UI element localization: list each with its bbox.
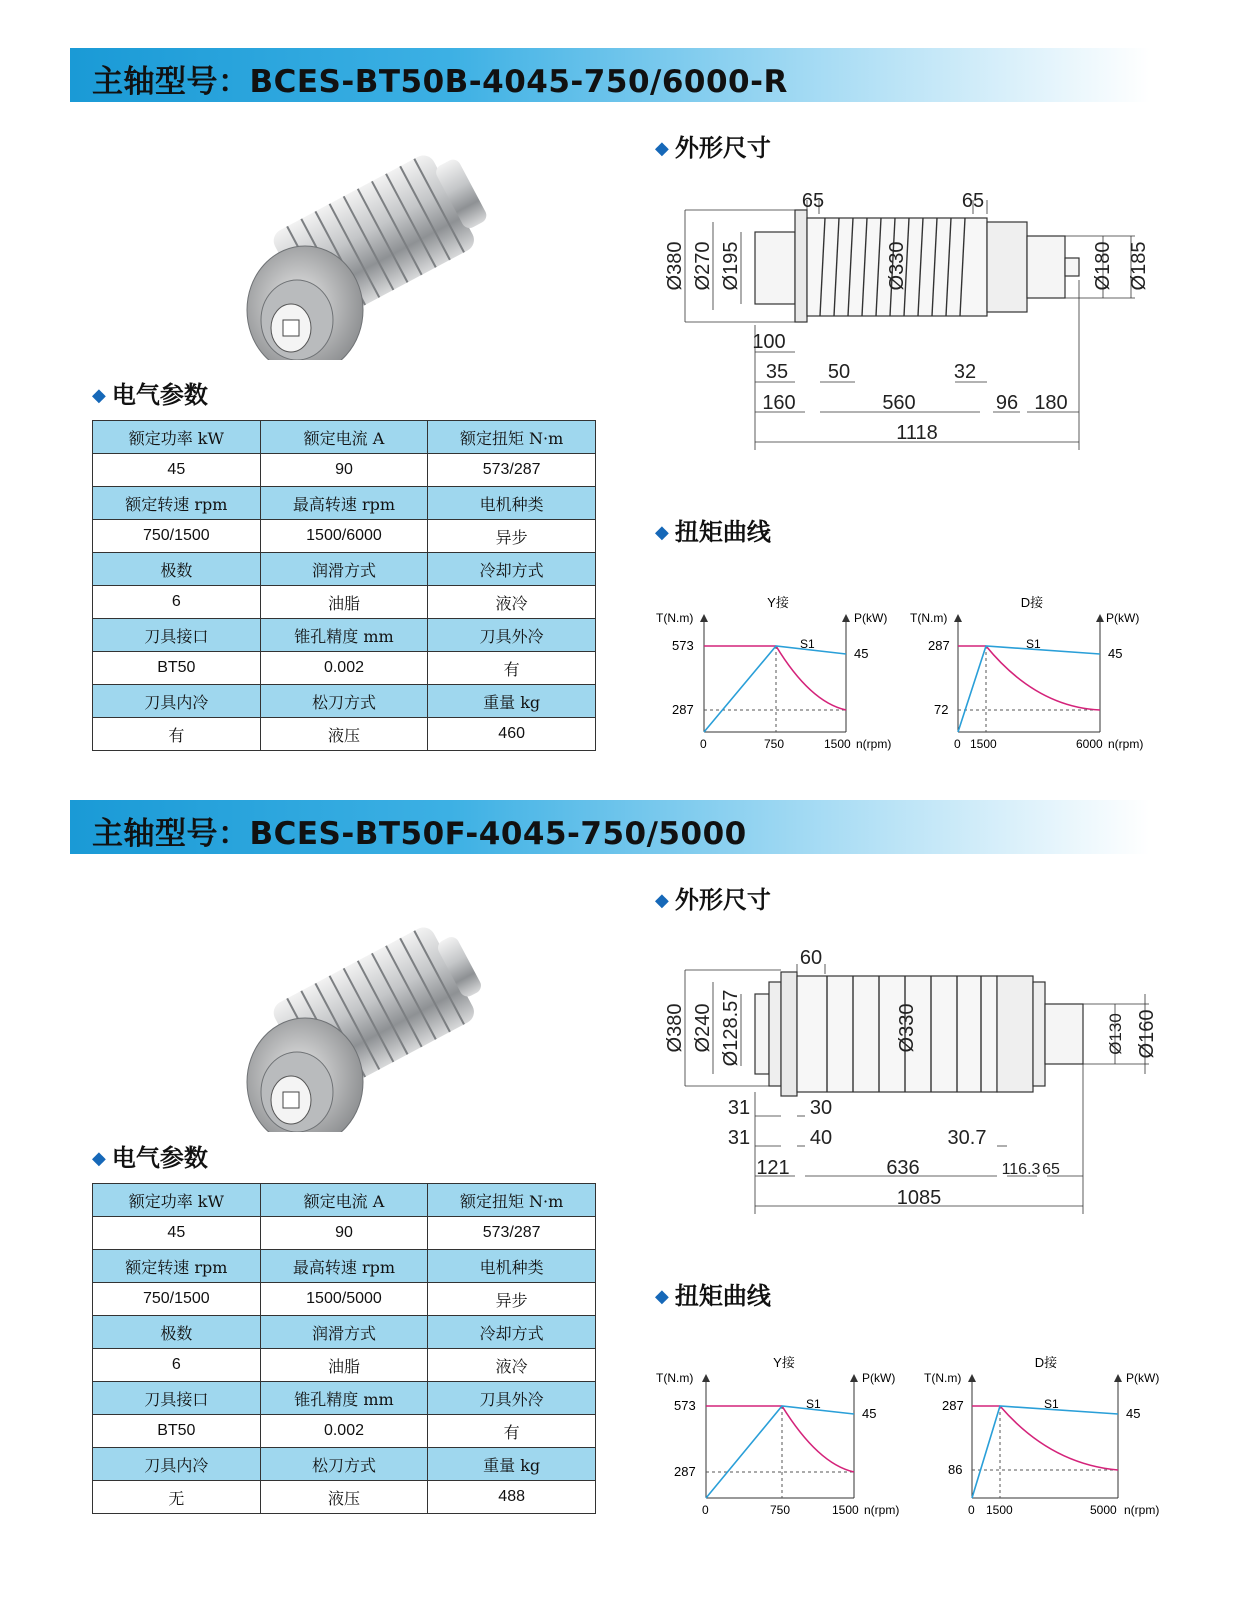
table-row: 6 油脂 液冷	[93, 1349, 596, 1382]
table-row: BT50 0.002 有	[93, 652, 596, 685]
p-axis-label: P(kW)	[854, 611, 888, 625]
x-tick: 1500	[832, 1503, 859, 1517]
axis-arrow	[968, 1374, 976, 1382]
electrical-heading: ◆ 电气参数	[92, 1143, 208, 1172]
table-row: BT50 0.002 有	[93, 1415, 596, 1448]
table-row: 45 90 573/287	[93, 1217, 596, 1250]
table-row: 极数 润滑方式 冷却方式	[93, 553, 596, 586]
x-unit: n(rpm)	[1108, 737, 1144, 751]
spindle-section-2	[0, 752, 1249, 1522]
model-title: 主轴型号：BCES-BT50B-4045-750/6000-R	[92, 64, 788, 100]
dim-dia: Ø380	[664, 241, 686, 291]
dimension-heading: ◆ 外形尺寸	[655, 885, 771, 914]
t-min-label: 86	[948, 1462, 963, 1477]
dim-dia: Ø270	[692, 241, 714, 291]
t-max-label: 287	[942, 1398, 964, 1413]
torque-line	[776, 646, 846, 710]
axis-arrow	[850, 1374, 858, 1382]
power-line	[704, 646, 846, 732]
dimension-drawing	[655, 942, 1185, 1232]
dim-dia: Ø185	[1128, 241, 1150, 291]
model-banner	[70, 800, 1150, 854]
x-tick: 5000	[1090, 1503, 1117, 1517]
t-axis-label: T(N.m)	[656, 611, 694, 625]
t-max-label: 573	[672, 638, 694, 653]
dim-total: 1118	[896, 422, 938, 444]
t-max-label: 287	[928, 638, 950, 653]
chart-title: Y接	[767, 595, 789, 610]
diamond-icon: ◆	[655, 522, 669, 543]
dim-dia: Ø130	[1106, 1013, 1125, 1055]
model-banner	[70, 48, 1150, 102]
axis-arrow	[1096, 614, 1104, 622]
torque-line	[1000, 1406, 1118, 1470]
dim-dia: Ø160	[1136, 1009, 1158, 1059]
table-row: 750/1500 1500/5000 异步	[93, 1283, 596, 1316]
table-row: 极数 润滑方式 冷却方式	[93, 1316, 596, 1349]
dim-len: 35	[765, 361, 789, 383]
x-unit: n(rpm)	[1124, 1503, 1160, 1517]
spindle-photo	[225, 130, 505, 360]
dim-len: 32	[953, 361, 977, 383]
table-row: 刀具接口 锥孔精度 mm 刀具外冷	[93, 1382, 596, 1415]
torque-heading: ◆ 扭矩曲线	[655, 1281, 771, 1310]
t-axis-label: T(N.m)	[924, 1371, 962, 1385]
torque-line	[782, 1406, 854, 1472]
chart-title: D接	[1020, 595, 1044, 610]
dim-len: 121	[756, 1157, 790, 1179]
p-axis-label: P(kW)	[1106, 611, 1140, 625]
chart-title: Y接	[773, 1355, 795, 1370]
axis-arrow	[700, 614, 708, 622]
chart-title: D接	[1034, 1355, 1058, 1370]
p-axis-label: P(kW)	[862, 1371, 896, 1385]
spindle-photo	[225, 902, 505, 1132]
electrical-params-table	[92, 1183, 596, 1514]
dim-dia: Ø380	[664, 1003, 686, 1053]
power-label: 45	[862, 1406, 877, 1421]
t-axis-label: T(N.m)	[656, 1371, 694, 1385]
power-label: 45	[1126, 1406, 1141, 1421]
torque-curve-charts	[650, 1352, 1190, 1522]
dim-dia: Ø240	[692, 1003, 714, 1053]
x-unit: n(rpm)	[864, 1503, 900, 1517]
diamond-icon: ◆	[655, 138, 669, 159]
table-row: 刀具接口 锥孔精度 mm 刀具外冷	[93, 619, 596, 652]
table-row: 6 油脂 液冷	[93, 586, 596, 619]
dim-len: 160	[762, 392, 796, 414]
dim-len: 31	[727, 1097, 751, 1119]
p-axis-label: P(kW)	[1126, 1371, 1160, 1385]
table-row: 有 液压 460	[93, 718, 596, 751]
t-min-label: 287	[674, 1464, 696, 1479]
dim-len: 40	[809, 1127, 833, 1149]
diamond-icon: ◆	[655, 1286, 669, 1307]
dim-dia: Ø128.57	[720, 989, 742, 1067]
table-row: 无 液压 488	[93, 1481, 596, 1514]
x-tick: 1500	[970, 737, 997, 751]
x-tick: 0	[702, 1503, 709, 1517]
power-line	[972, 1406, 1118, 1498]
dim-len: 180	[1034, 392, 1068, 414]
s1-label: S1	[806, 1397, 821, 1411]
s1-label: S1	[800, 637, 815, 651]
table-row: 750/1500 1500/6000 异步	[93, 520, 596, 553]
table-row: 额定转速 rpm 最高转速 rpm 电机种类	[93, 487, 596, 520]
dim-dia: Ø330	[896, 1003, 918, 1053]
model-title: 主轴型号：BCES-BT50F-4045-750/5000	[92, 816, 747, 852]
x-tick: 0	[968, 1503, 975, 1517]
axis-arrow	[954, 614, 962, 622]
torque-curve-charts	[650, 592, 1180, 762]
torque-chart-y	[656, 1355, 899, 1517]
dim-len: 30	[809, 1097, 833, 1119]
axis-arrow	[702, 1374, 710, 1382]
t-min-label: 72	[934, 702, 949, 717]
x-tick: 1500	[824, 737, 851, 751]
x-tick: 1500	[986, 1503, 1013, 1517]
power-line	[706, 1406, 854, 1498]
x-tick: 0	[700, 737, 707, 751]
diamond-icon: ◆	[655, 890, 669, 911]
x-tick: 0	[954, 737, 961, 751]
dim-dia: Ø195	[720, 241, 742, 291]
x-tick: 750	[764, 737, 785, 751]
torque-chart-d	[924, 1355, 1159, 1517]
dim-len: 116.3	[1001, 1161, 1041, 1178]
x-tick: 750	[770, 1503, 791, 1517]
electrical-params-table	[92, 420, 596, 751]
t-max-label: 573	[674, 1398, 696, 1413]
dimension-drawing	[655, 180, 1175, 470]
dim-dia: Ø180	[1092, 241, 1114, 291]
dim-top-1: 65	[801, 190, 825, 212]
diamond-icon: ◆	[92, 1148, 106, 1169]
dim-len: 100	[752, 331, 786, 353]
dim-len: 560	[882, 392, 916, 414]
table-row: 额定功率 kW 额定电流 A 额定扭矩 N·m	[93, 421, 596, 454]
table-row: 刀具内冷 松刀方式 重量 kg	[93, 1448, 596, 1481]
table-row: 刀具内冷 松刀方式 重量 kg	[93, 685, 596, 718]
s1-label: S1	[1026, 637, 1041, 651]
dimension-heading: ◆ 外形尺寸	[655, 133, 771, 162]
dim-len: 31	[727, 1127, 751, 1149]
electrical-heading: ◆ 电气参数	[92, 380, 208, 409]
dim-dia: Ø330	[886, 241, 908, 291]
dim-len: 636	[886, 1157, 920, 1179]
torque-heading: ◆ 扭矩曲线	[655, 517, 771, 546]
diamond-icon: ◆	[92, 385, 106, 406]
power-label: 45	[854, 646, 869, 661]
torque-line	[986, 646, 1100, 710]
power-label: 45	[1108, 646, 1123, 661]
table-row: 额定功率 kW 额定电流 A 额定扭矩 N·m	[93, 1184, 596, 1217]
x-unit: n(rpm)	[856, 737, 892, 751]
axis-arrow	[842, 614, 850, 622]
dim-top-2: 65	[961, 190, 985, 212]
torque-chart-y	[656, 595, 891, 751]
t-axis-label: T(N.m)	[910, 611, 948, 625]
dim-len: 30.7	[947, 1127, 987, 1149]
torque-chart-d	[910, 595, 1143, 751]
dim-len: 65	[1042, 1161, 1060, 1178]
power-line	[958, 646, 1100, 732]
table-row: 45 90 573/287	[93, 454, 596, 487]
dim-total: 1085	[896, 1187, 942, 1209]
axis-arrow	[1114, 1374, 1122, 1382]
dim-top-1: 60	[799, 947, 823, 969]
s1-label: S1	[1044, 1397, 1059, 1411]
x-tick: 6000	[1076, 737, 1103, 751]
dim-len: 96	[995, 392, 1019, 414]
table-row: 额定转速 rpm 最高转速 rpm 电机种类	[93, 1250, 596, 1283]
t-min-label: 287	[672, 702, 694, 717]
dim-len: 50	[827, 361, 851, 383]
spindle-section-1	[0, 0, 1249, 770]
